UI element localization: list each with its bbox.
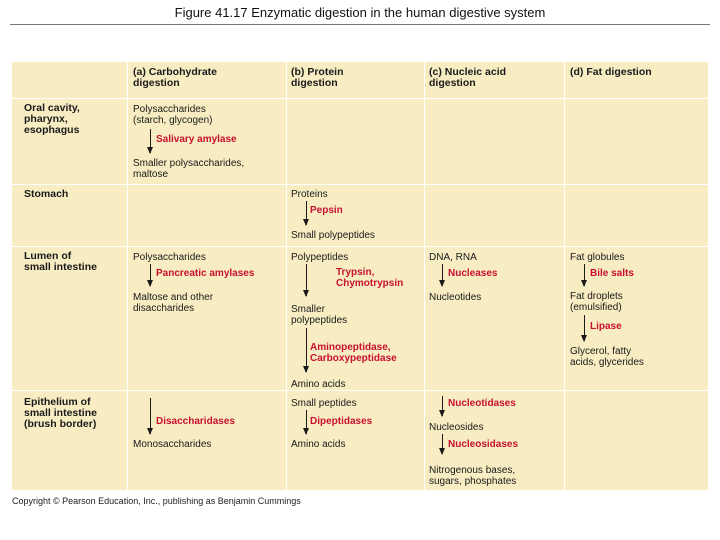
- arrow-down-icon: [306, 201, 307, 225]
- arrow-down-icon: [150, 264, 151, 286]
- column-header-carbohydrate: (a) Carbohydrate digestion: [133, 66, 218, 89]
- lumen-protein-product: Amino acids: [291, 379, 346, 390]
- page-title: Figure 41.17 Enzymatic digestion in the human digestive system: [174, 5, 546, 20]
- stomach-protein-product: Small polypeptides: [291, 230, 375, 241]
- row-header-oral-cavity: Oral cavity, pharynx, esophagus: [24, 102, 80, 136]
- lumen-protein-enzyme-1: Trypsin, Chymotrypsin: [336, 267, 404, 289]
- column-header-protein: (b) Protein digestion: [291, 66, 344, 89]
- stomach-protein-substrate: Proteins: [291, 189, 328, 200]
- stomach-protein-enzyme: Pepsin: [310, 205, 343, 216]
- arrow-down-icon: [442, 396, 443, 416]
- epi-protein-substrate: Small peptides: [291, 398, 357, 409]
- row-header-epithelium: Epithelium of small intestine (brush border): [24, 396, 97, 430]
- lumen-carb-enzyme: Pancreatic amylases: [156, 268, 255, 279]
- lumen-fat-product: Glycerol, fatty acids, glycerides: [570, 346, 644, 368]
- arrow-down-icon: [442, 434, 443, 454]
- row-divider: [12, 98, 708, 99]
- epi-carb-enzyme: Disaccharidases: [156, 416, 235, 427]
- lumen-fat-substrate: Fat globules: [570, 252, 625, 263]
- row-divider: [12, 184, 708, 185]
- row-header-lumen: Lumen of small intestine: [24, 250, 97, 273]
- epi-nucleic-intermediate: Nucleosides: [429, 422, 484, 433]
- lumen-carb-product: Maltose and other disaccharides: [133, 292, 214, 314]
- arrow-down-icon: [306, 264, 307, 296]
- epi-protein-enzyme: Dipeptidases: [310, 416, 373, 427]
- row-divider: [12, 390, 708, 391]
- lumen-fat-enzyme-2: Lipase: [590, 321, 622, 332]
- lumen-fat-intermediate: Fat droplets (emulsified): [570, 291, 623, 313]
- lumen-fat-enzyme-1: Bile salts: [590, 268, 634, 279]
- column-divider: [286, 62, 287, 490]
- column-header-nucleic-acid: (c) Nucleic acid digestion: [429, 66, 507, 89]
- row-divider: [12, 246, 708, 247]
- arrow-down-icon: [306, 410, 307, 434]
- epi-carb-product: Monosaccharides: [133, 439, 212, 450]
- lumen-protein-intermediate: Smaller polypeptides: [291, 304, 348, 326]
- arrow-down-icon: [442, 264, 443, 286]
- column-divider: [127, 62, 128, 490]
- lumen-nucleic-enzyme: Nucleases: [448, 268, 498, 279]
- digestion-table: [12, 62, 708, 490]
- arrow-down-icon: [306, 328, 307, 372]
- column-divider: [564, 62, 565, 490]
- copyright-notice: Copyright © Pearson Education, Inc., publishing as Benjamin Cummings: [12, 496, 301, 506]
- epi-nucleic-product: Nitrogenous bases, sugars, phosphates: [429, 465, 517, 487]
- row-header-stomach: Stomach: [24, 188, 69, 200]
- arrow-down-icon: [584, 315, 585, 341]
- title-rule: [10, 24, 710, 25]
- arrow-down-icon: [150, 129, 151, 153]
- epi-nucleic-enzyme-1: Nucleotidases: [448, 398, 516, 409]
- lumen-nucleic-product: Nucleotides: [429, 292, 482, 303]
- column-header-fat: (d) Fat digestion: [570, 66, 652, 78]
- arrow-down-icon: [584, 264, 585, 286]
- lumen-carb-substrate: Polysaccharides: [133, 252, 206, 263]
- lumen-nucleic-substrate: DNA, RNA: [429, 252, 477, 263]
- column-divider: [424, 62, 425, 490]
- epi-nucleic-enzyme-2: Nucleosidases: [448, 439, 519, 450]
- lumen-protein-enzyme-2: Aminopeptidase, Carboxypeptidase: [310, 342, 397, 364]
- epi-protein-product: Amino acids: [291, 439, 346, 450]
- oral-carb-substrate: Polysaccharides (starch, glycogen): [133, 104, 213, 126]
- oral-carb-enzyme: Salivary amylase: [156, 134, 237, 145]
- arrow-down-icon: [150, 398, 151, 434]
- lumen-protein-substrate: Polypeptides: [291, 252, 349, 263]
- oral-carb-product: Smaller polysaccharides, maltose: [133, 158, 245, 180]
